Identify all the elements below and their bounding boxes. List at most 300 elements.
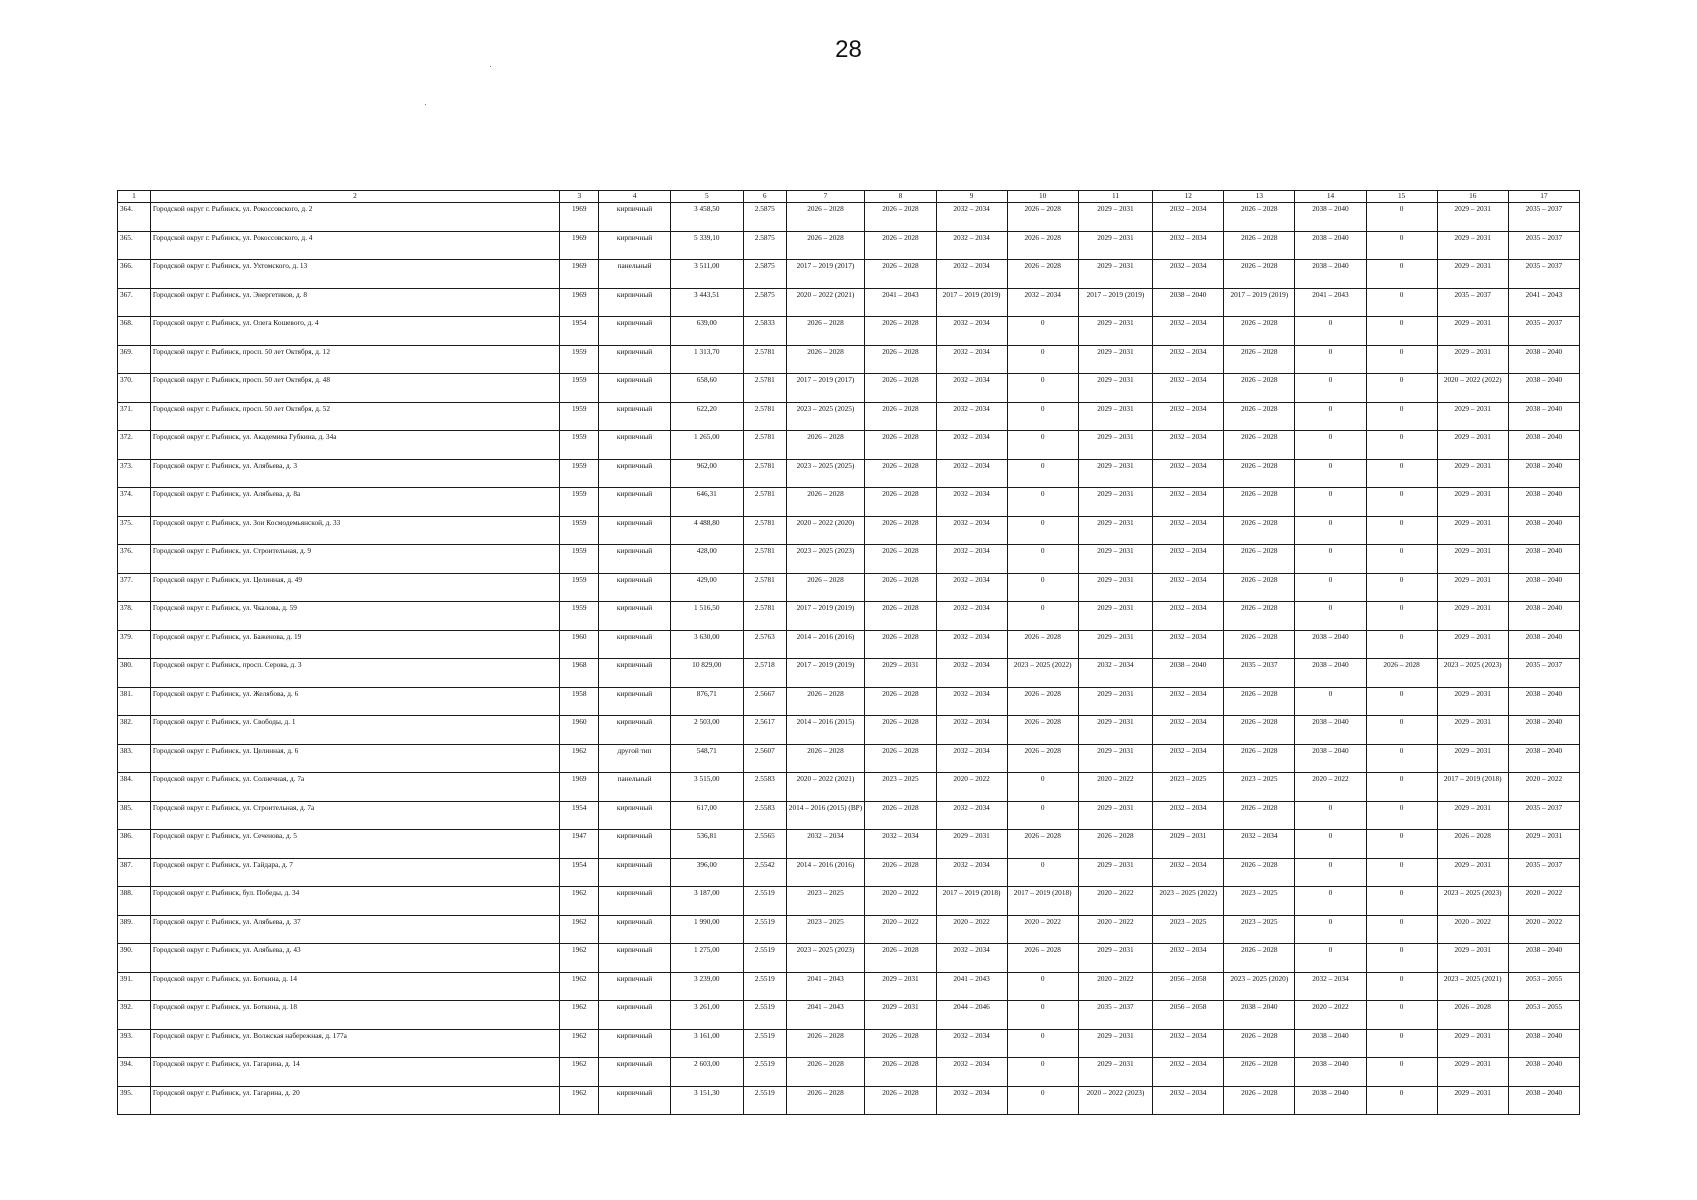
table-cell-col-7: 2026 – 2028: [786, 573, 865, 602]
table-cell-col-5: 876,71: [670, 687, 743, 716]
table-cell-col-4: кирпичный: [599, 687, 670, 716]
table-row: [118, 431, 1580, 460]
table-cell-col-7: 2026 – 2028: [786, 345, 865, 374]
column-header-7: 7: [786, 191, 865, 203]
table-cell-col-11: 2029 – 2031: [1078, 602, 1152, 631]
table-cell-col-3: 1959: [560, 431, 599, 460]
table-cell-col-10: 0: [1007, 431, 1078, 460]
table-cell-col-5: 428,00: [670, 545, 743, 574]
table-cell-col-15: 0: [1366, 345, 1437, 374]
table-cell-col-9: 2017 – 2019 (2019): [936, 288, 1007, 317]
table-cell-col-14: 2038 – 2040: [1295, 203, 1366, 232]
table-cell-col-14: 0: [1295, 573, 1366, 602]
table-cell-col-16: 2029 – 2031: [1437, 858, 1508, 887]
table-cell-col-13: 2026 – 2028: [1224, 1029, 1295, 1058]
table-cell-col-5: 617,00: [670, 801, 743, 830]
table-cell-col-5: 3 161,00: [670, 1029, 743, 1058]
table-cell-col-17: 2035 – 2037: [1508, 858, 1579, 887]
column-header-8: 8: [865, 191, 936, 203]
table-cell-col-3: 1959: [560, 545, 599, 574]
table-cell-col-13: 2026 – 2028: [1224, 231, 1295, 260]
table-cell-col-3: 1959: [560, 402, 599, 431]
table-cell-col-7: 2026 – 2028: [786, 1058, 865, 1087]
table-cell-col-4: кирпичный: [599, 716, 670, 745]
table-cell-col-6: 2.5519: [743, 915, 786, 944]
table-cell-col-7: 2017 – 2019 (2017): [786, 260, 865, 289]
table-cell-col-15: 0: [1366, 602, 1437, 631]
table-cell-col-6: 2.5718: [743, 659, 786, 688]
table-cell-col-3: 1969: [560, 773, 599, 802]
table-cell-col-17: 2038 – 2040: [1508, 488, 1579, 517]
table-cell-col-14: 2020 – 2022: [1295, 1001, 1366, 1030]
table-row: [118, 1029, 1580, 1058]
table-cell-col-11: 2029 – 2031: [1078, 801, 1152, 830]
table-cell-col-15: 0: [1366, 887, 1437, 916]
table-cell-col-10: 2020 – 2022: [1007, 915, 1078, 944]
table-cell-col-2: Городской округ г. Рыбинск, ул. Рокоссовского, д. 2: [150, 203, 559, 232]
table-cell-col-17: 2038 – 2040: [1508, 944, 1579, 973]
table-cell-col-7: 2026 – 2028: [786, 488, 865, 517]
table-cell-col-1: 365.: [118, 231, 151, 260]
table-cell-col-5: 3 630,00: [670, 630, 743, 659]
table-cell-col-2: Городской округ г. Рыбинск, ул. Алябьева, д. 37: [150, 915, 559, 944]
table-cell-col-14: 2038 – 2040: [1295, 744, 1366, 773]
table-cell-col-11: 2029 – 2031: [1078, 573, 1152, 602]
table-cell-col-16: 2023 – 2025 (2023): [1437, 659, 1508, 688]
table-cell-col-7: 2026 – 2028: [786, 744, 865, 773]
table-cell-col-2: Городской округ г. Рыбинск, просп. 50 лет Октября, д. 52: [150, 402, 559, 431]
table-cell-col-1: 364.: [118, 203, 151, 232]
table-cell-col-13: 2035 – 2037: [1224, 659, 1295, 688]
table-cell-col-6: 2.5763: [743, 630, 786, 659]
table-cell-col-15: 0: [1366, 573, 1437, 602]
table-cell-col-12: 2032 – 2034: [1153, 716, 1224, 745]
table-cell-col-7: 2014 – 2016 (2015) (ВР): [786, 801, 865, 830]
table-cell-col-13: 2026 – 2028: [1224, 317, 1295, 346]
table-cell-col-12: 2032 – 2034: [1153, 630, 1224, 659]
table-cell-col-1: 389.: [118, 915, 151, 944]
table-cell-col-13: 2026 – 2028: [1224, 488, 1295, 517]
table-cell-col-9: 2032 – 2034: [936, 858, 1007, 887]
table-cell-col-14: 0: [1295, 545, 1366, 574]
column-header-13: 13: [1224, 191, 1295, 203]
table-cell-col-7: 2023 – 2025: [786, 915, 865, 944]
table-cell-col-13: 2026 – 2028: [1224, 716, 1295, 745]
table-cell-col-16: 2029 – 2031: [1437, 716, 1508, 745]
table-cell-col-3: 1959: [560, 374, 599, 403]
table-cell-col-1: 384.: [118, 773, 151, 802]
table-cell-col-3: 1959: [560, 345, 599, 374]
table-cell-col-3: 1962: [560, 1001, 599, 1030]
table-cell-col-3: 1959: [560, 516, 599, 545]
table-cell-col-12: 2032 – 2034: [1153, 1029, 1224, 1058]
table-cell-col-14: 2041 – 2043: [1295, 288, 1366, 317]
table-cell-col-14: 0: [1295, 516, 1366, 545]
table-cell-col-17: 2038 – 2040: [1508, 602, 1579, 631]
table-cell-col-15: 0: [1366, 830, 1437, 859]
table-cell-col-5: 1 313,70: [670, 345, 743, 374]
table-cell-col-9: 2032 – 2034: [936, 716, 1007, 745]
table-cell-col-1: 376.: [118, 545, 151, 574]
table-cell-col-2: Городской округ г. Рыбинск, ул. Гагарина, д. 14: [150, 1058, 559, 1087]
table-cell-col-4: кирпичный: [599, 573, 670, 602]
table-cell-col-8: 2026 – 2028: [865, 1086, 936, 1115]
table-cell-col-1: 368.: [118, 317, 151, 346]
table-cell-col-1: 394.: [118, 1058, 151, 1087]
table-cell-col-12: 2056 – 2058: [1153, 1001, 1224, 1030]
table-cell-col-15: 0: [1366, 630, 1437, 659]
table-cell-col-1: 386.: [118, 830, 151, 859]
table-cell-col-17: 2038 – 2040: [1508, 573, 1579, 602]
table-cell-col-3: 1962: [560, 915, 599, 944]
table-cell-col-15: 0: [1366, 1086, 1437, 1115]
table-cell-col-8: 2029 – 2031: [865, 972, 936, 1001]
table-cell-col-8: 2026 – 2028: [865, 944, 936, 973]
table-cell-col-12: 2032 – 2034: [1153, 488, 1224, 517]
table-cell-col-16: 2029 – 2031: [1437, 630, 1508, 659]
table-row: [118, 545, 1580, 574]
scan-speck: [490, 66, 491, 67]
table-cell-col-13: 2026 – 2028: [1224, 516, 1295, 545]
table-cell-col-5: 2 603,00: [670, 1058, 743, 1087]
table-cell-col-10: 0: [1007, 317, 1078, 346]
table-cell-col-12: 2023 – 2025: [1153, 773, 1224, 802]
table-cell-col-7: 2017 – 2019 (2019): [786, 602, 865, 631]
table-cell-col-13: 2026 – 2028: [1224, 260, 1295, 289]
table-cell-col-11: 2026 – 2028: [1078, 830, 1152, 859]
table-cell-col-1: 366.: [118, 260, 151, 289]
table-cell-col-4: кирпичный: [599, 630, 670, 659]
table-cell-col-15: 0: [1366, 858, 1437, 887]
table-cell-col-15: 0: [1366, 944, 1437, 973]
table-cell-col-8: 2023 – 2025: [865, 773, 936, 802]
table-cell-col-11: 2020 – 2022: [1078, 887, 1152, 916]
table-cell-col-14: 0: [1295, 345, 1366, 374]
table-cell-col-9: 2032 – 2034: [936, 744, 1007, 773]
table-cell-col-9: 2032 – 2034: [936, 260, 1007, 289]
table-cell-col-14: 2038 – 2040: [1295, 630, 1366, 659]
table-cell-col-16: 2029 – 2031: [1437, 1086, 1508, 1115]
table-row: [118, 972, 1580, 1001]
table-cell-col-13: 2023 – 2025 (2020): [1224, 972, 1295, 1001]
table-cell-col-10: 0: [1007, 801, 1078, 830]
table-cell-col-12: 2032 – 2034: [1153, 231, 1224, 260]
table-cell-col-15: 0: [1366, 545, 1437, 574]
table-cell-col-12: 2032 – 2034: [1153, 516, 1224, 545]
table-cell-col-14: 0: [1295, 431, 1366, 460]
table-cell-col-13: 2038 – 2040: [1224, 1001, 1295, 1030]
table-cell-col-5: 1 275,00: [670, 944, 743, 973]
table-cell-col-6: 2.5519: [743, 1029, 786, 1058]
table-cell-col-10: 2026 – 2028: [1007, 630, 1078, 659]
table-cell-col-4: кирпичный: [599, 459, 670, 488]
table-cell-col-9: 2032 – 2034: [936, 488, 1007, 517]
table-cell-col-14: 2038 – 2040: [1295, 231, 1366, 260]
table-cell-col-1: 382.: [118, 716, 151, 745]
table-cell-col-11: 2029 – 2031: [1078, 203, 1152, 232]
table-cell-col-17: 2035 – 2037: [1508, 659, 1579, 688]
table-cell-col-6: 2.5565: [743, 830, 786, 859]
table-row: [118, 630, 1580, 659]
table-cell-col-3: 1962: [560, 1029, 599, 1058]
table-cell-col-6: 2.5667: [743, 687, 786, 716]
table-cell-col-11: 2029 – 2031: [1078, 260, 1152, 289]
table-cell-col-8: 2026 – 2028: [865, 858, 936, 887]
table-header: [118, 191, 1580, 203]
table-cell-col-1: 392.: [118, 1001, 151, 1030]
table-cell-col-4: кирпичный: [599, 1029, 670, 1058]
table-cell-col-12: 2032 – 2034: [1153, 602, 1224, 631]
table-cell-col-16: 2029 – 2031: [1437, 1029, 1508, 1058]
table-cell-col-16: 2029 – 2031: [1437, 1058, 1508, 1087]
table-cell-col-7: 2023 – 2025 (2025): [786, 459, 865, 488]
table-cell-col-16: 2029 – 2031: [1437, 203, 1508, 232]
table-cell-col-6: 2.5781: [743, 516, 786, 545]
table-body: [118, 203, 1580, 1115]
table-cell-col-13: 2026 – 2028: [1224, 858, 1295, 887]
table-cell-col-14: 0: [1295, 801, 1366, 830]
table-cell-col-2: Городской округ г. Рыбинск, ул. Сеченова, д. 5: [150, 830, 559, 859]
table-cell-col-3: 1954: [560, 858, 599, 887]
table-cell-col-8: 2026 – 2028: [865, 1058, 936, 1087]
table-row: [118, 345, 1580, 374]
table-cell-col-1: 369.: [118, 345, 151, 374]
table-cell-col-9: 2032 – 2034: [936, 1029, 1007, 1058]
table-cell-col-10: 0: [1007, 858, 1078, 887]
table-cell-col-13: 2026 – 2028: [1224, 630, 1295, 659]
table-cell-col-12: 2038 – 2040: [1153, 659, 1224, 688]
table-cell-col-17: 2038 – 2040: [1508, 1086, 1579, 1115]
table-cell-col-8: 2026 – 2028: [865, 687, 936, 716]
table-cell-col-7: 2014 – 2016 (2015): [786, 716, 865, 745]
table-cell-col-9: 2032 – 2034: [936, 602, 1007, 631]
table-cell-col-13: 2026 – 2028: [1224, 602, 1295, 631]
table-cell-col-1: 379.: [118, 630, 151, 659]
table-cell-col-13: 2023 – 2025: [1224, 773, 1295, 802]
page-number: 28: [835, 36, 862, 63]
table-row: [118, 915, 1580, 944]
table-row: [118, 231, 1580, 260]
table-cell-col-2: Городской округ г. Рыбинск, ул. Строительная, д. 7а: [150, 801, 559, 830]
table-cell-col-12: 2032 – 2034: [1153, 431, 1224, 460]
table-cell-col-5: 1 990,00: [670, 915, 743, 944]
table-cell-col-17: 2038 – 2040: [1508, 687, 1579, 716]
table-cell-col-12: 2032 – 2034: [1153, 858, 1224, 887]
table-cell-col-6: 2.5519: [743, 1058, 786, 1087]
table-cell-col-6: 2.5607: [743, 744, 786, 773]
column-number-row: [118, 191, 1580, 203]
table-cell-col-10: 2026 – 2028: [1007, 260, 1078, 289]
table-cell-col-1: 381.: [118, 687, 151, 716]
table-cell-col-14: 2038 – 2040: [1295, 716, 1366, 745]
table-cell-col-4: кирпичный: [599, 374, 670, 403]
table-cell-col-14: 2038 – 2040: [1295, 260, 1366, 289]
table-cell-col-17: 2053 – 2055: [1508, 972, 1579, 1001]
table-cell-col-3: 1947: [560, 830, 599, 859]
table-cell-col-1: 383.: [118, 744, 151, 773]
table-cell-col-5: 639,00: [670, 317, 743, 346]
table-cell-col-2: Городской округ г. Рыбинск, ул. Гайдара, д. 7: [150, 858, 559, 887]
table-cell-col-17: 2038 – 2040: [1508, 1029, 1579, 1058]
column-header-11: 11: [1078, 191, 1152, 203]
table-cell-col-14: 2038 – 2040: [1295, 1086, 1366, 1115]
table-cell-col-15: 0: [1366, 488, 1437, 517]
column-header-16: 16: [1437, 191, 1508, 203]
table-cell-col-4: кирпичный: [599, 830, 670, 859]
table-cell-col-4: панельный: [599, 260, 670, 289]
table-cell-col-15: 0: [1366, 1001, 1437, 1030]
column-header-10: 10: [1007, 191, 1078, 203]
table-cell-col-9: 2032 – 2034: [936, 203, 1007, 232]
table-cell-col-10: 0: [1007, 773, 1078, 802]
table-cell-col-6: 2.5519: [743, 972, 786, 1001]
table-cell-col-3: 1962: [560, 1058, 599, 1087]
table-cell-col-15: 0: [1366, 288, 1437, 317]
table-cell-col-9: 2032 – 2034: [936, 231, 1007, 260]
table-cell-col-4: кирпичный: [599, 602, 670, 631]
table-cell-col-10: 0: [1007, 459, 1078, 488]
table-row: [118, 944, 1580, 973]
table-cell-col-5: 429,00: [670, 573, 743, 602]
table-cell-col-4: другой тип: [599, 744, 670, 773]
table-cell-col-7: 2026 – 2028: [786, 317, 865, 346]
table-cell-col-8: 2020 – 2022: [865, 915, 936, 944]
table-cell-col-2: Городской округ г. Рыбинск, ул. Гагарина, д. 20: [150, 1086, 559, 1115]
table-cell-col-2: Городской округ г. Рыбинск, ул. Алябьева, д. 43: [150, 944, 559, 973]
table-cell-col-8: 2026 – 2028: [865, 516, 936, 545]
table-cell-col-8: 2041 – 2043: [865, 288, 936, 317]
table-cell-col-12: 2056 – 2058: [1153, 972, 1224, 1001]
table-cell-col-12: 2032 – 2034: [1153, 345, 1224, 374]
table-cell-col-12: 2029 – 2031: [1153, 830, 1224, 859]
table-cell-col-7: 2017 – 2019 (2019): [786, 659, 865, 688]
table-cell-col-6: 2.5781: [743, 374, 786, 403]
table-cell-col-10: 2026 – 2028: [1007, 203, 1078, 232]
table-cell-col-4: кирпичный: [599, 915, 670, 944]
table-cell-col-5: 1 265,00: [670, 431, 743, 460]
table-cell-col-8: 2032 – 2034: [865, 830, 936, 859]
table-cell-col-8: 2026 – 2028: [865, 431, 936, 460]
table-cell-col-9: 2032 – 2034: [936, 374, 1007, 403]
table-cell-col-1: 374.: [118, 488, 151, 517]
table-cell-col-14: 0: [1295, 830, 1366, 859]
table-cell-col-2: Городской округ г. Рыбинск, просп. Серова, д. 3: [150, 659, 559, 688]
table-cell-col-12: 2032 – 2034: [1153, 459, 1224, 488]
table-cell-col-6: 2.5519: [743, 1086, 786, 1115]
table-cell-col-10: 2026 – 2028: [1007, 716, 1078, 745]
table-row: [118, 260, 1580, 289]
table-cell-col-7: 2014 – 2016 (2016): [786, 858, 865, 887]
table-cell-col-10: 0: [1007, 402, 1078, 431]
table-cell-col-17: 2038 – 2040: [1508, 716, 1579, 745]
table-cell-col-11: 2029 – 2031: [1078, 488, 1152, 517]
table-cell-col-2: Городской округ г. Рыбинск, ул. Боткина, д. 18: [150, 1001, 559, 1030]
table-cell-col-16: 2029 – 2031: [1437, 573, 1508, 602]
table-cell-col-8: 2026 – 2028: [865, 402, 936, 431]
table-cell-col-15: 0: [1366, 402, 1437, 431]
table-cell-col-4: кирпичный: [599, 972, 670, 1001]
table-cell-col-14: 0: [1295, 915, 1366, 944]
table-cell-col-4: кирпичный: [599, 288, 670, 317]
table-cell-col-7: 2026 – 2028: [786, 231, 865, 260]
table-cell-col-17: 2020 – 2022: [1508, 887, 1579, 916]
table-cell-col-14: 2020 – 2022: [1295, 773, 1366, 802]
table-cell-col-11: 2029 – 2031: [1078, 744, 1152, 773]
table-cell-col-17: 2035 – 2037: [1508, 260, 1579, 289]
table-cell-col-8: 2026 – 2028: [865, 345, 936, 374]
table-cell-col-10: 0: [1007, 602, 1078, 631]
table-row: [118, 459, 1580, 488]
table-cell-col-1: 388.: [118, 887, 151, 916]
table-cell-col-1: 393.: [118, 1029, 151, 1058]
table-cell-col-9: 2041 – 2043: [936, 972, 1007, 1001]
table-cell-col-6: 2.5781: [743, 545, 786, 574]
table-cell-col-1: 380.: [118, 659, 151, 688]
table-cell-col-16: 2029 – 2031: [1437, 345, 1508, 374]
table-cell-col-2: Городской округ г. Рыбинск, ул. Строительная, д. 9: [150, 545, 559, 574]
table-cell-col-15: 0: [1366, 431, 1437, 460]
table-cell-col-9: 2032 – 2034: [936, 431, 1007, 460]
table-cell-col-17: 2035 – 2037: [1508, 231, 1579, 260]
table-cell-col-1: 371.: [118, 402, 151, 431]
table-cell-col-17: 2038 – 2040: [1508, 459, 1579, 488]
table-cell-col-3: 1969: [560, 288, 599, 317]
table-cell-col-12: 2032 – 2034: [1153, 317, 1224, 346]
table-cell-col-12: 2032 – 2034: [1153, 402, 1224, 431]
table-cell-col-16: 2020 – 2022 (2022): [1437, 374, 1508, 403]
table-cell-col-16: 2029 – 2031: [1437, 260, 1508, 289]
table-row: [118, 887, 1580, 916]
table-cell-col-13: 2026 – 2028: [1224, 345, 1295, 374]
table-cell-col-10: 0: [1007, 374, 1078, 403]
table-cell-col-17: 2020 – 2022: [1508, 773, 1579, 802]
table-cell-col-17: 2035 – 2037: [1508, 801, 1579, 830]
table-cell-col-9: 2029 – 2031: [936, 830, 1007, 859]
table-cell-col-8: 2026 – 2028: [865, 716, 936, 745]
table-cell-col-7: 2020 – 2022 (2021): [786, 773, 865, 802]
table-cell-col-6: 2.5781: [743, 345, 786, 374]
table-cell-col-6: 2.5781: [743, 488, 786, 517]
table-cell-col-11: 2029 – 2031: [1078, 431, 1152, 460]
table-cell-col-5: 10 829,00: [670, 659, 743, 688]
table-cell-col-16: 2029 – 2031: [1437, 801, 1508, 830]
column-header-12: 12: [1153, 191, 1224, 203]
table-cell-col-1: 378.: [118, 602, 151, 631]
table-row: [118, 374, 1580, 403]
table-cell-col-5: 962,00: [670, 459, 743, 488]
table-cell-col-2: Городской округ г. Рыбинск, ул. Целинная, д. 6: [150, 744, 559, 773]
table-cell-col-17: 2038 – 2040: [1508, 1058, 1579, 1087]
table-cell-col-4: кирпичный: [599, 545, 670, 574]
table-cell-col-17: 2038 – 2040: [1508, 402, 1579, 431]
table-cell-col-11: 2035 – 2037: [1078, 1001, 1152, 1030]
table-cell-col-12: 2032 – 2034: [1153, 374, 1224, 403]
table-cell-col-13: 2026 – 2028: [1224, 402, 1295, 431]
table-cell-col-10: 0: [1007, 545, 1078, 574]
table-cell-col-16: 2029 – 2031: [1437, 516, 1508, 545]
scan-speck: [425, 104, 426, 105]
table-cell-col-16: 2029 – 2031: [1437, 545, 1508, 574]
table-cell-col-12: 2032 – 2034: [1153, 1058, 1224, 1087]
table-cell-col-4: кирпичный: [599, 1001, 670, 1030]
table-cell-col-1: 390.: [118, 944, 151, 973]
table-cell-col-7: 2026 – 2028: [786, 203, 865, 232]
column-header-4: 4: [599, 191, 670, 203]
table-cell-col-8: 2026 – 2028: [865, 1029, 936, 1058]
table-cell-col-4: кирпичный: [599, 231, 670, 260]
table-cell-col-4: кирпичный: [599, 659, 670, 688]
table-cell-col-17: 2041 – 2043: [1508, 288, 1579, 317]
